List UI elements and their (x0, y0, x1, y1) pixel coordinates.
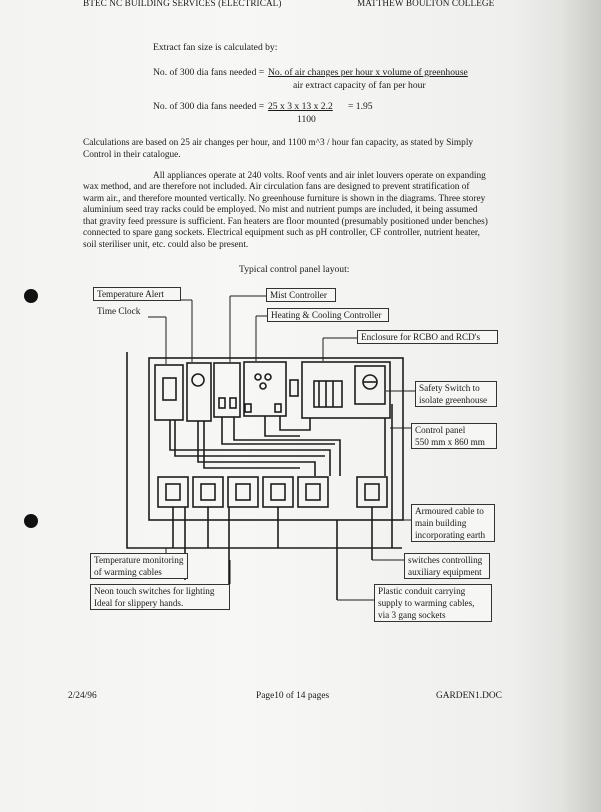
safety-switch (355, 366, 385, 404)
time-clock-device (155, 365, 183, 420)
diagram-caption: Typical control panel layout: (239, 264, 350, 275)
label-plastic-conduit: Plastic conduit carrying supply to warming cables, via 3 gang sockets (374, 584, 492, 622)
label-control-panel: Control panel 550 mm x 860 mm (411, 423, 497, 449)
footer-page-number: Page10 of 14 pages (256, 691, 330, 701)
paragraph-line: wax method, and are therefore not included. Air circulation fans are designed to prevent stratification of (83, 182, 470, 192)
label-enclosure: Enclosure for RCBO and RCD's (357, 330, 498, 344)
calc-intro: Extract fan size is calculated by: (153, 42, 278, 53)
calc-line2-result: = 1.95 (348, 101, 373, 112)
rcbo-enclosure (302, 362, 390, 418)
label-mist-controller: Mist Controller (266, 288, 336, 302)
label-armoured-cable: Armoured cable to main building incorporating earth (411, 504, 495, 542)
calc-line2-numerator: 25 x 3 x 13 x 2.2 (268, 101, 333, 112)
paragraph-line: aluminium seed tray racks could be employed. No mist and nutrient pumps are included, it being assumed (83, 205, 478, 215)
label-switches-auxiliary: switches controlling auxiliary equipment (404, 553, 490, 579)
calc-line1-numerator: No. of air changes per hour x volume of greenhouse (268, 67, 468, 78)
label-time-clock: Time Clock (97, 306, 141, 316)
paragraph-calculation-basis: Calculations are based on 25 air changes per hour, and 1100 m^3 / hour fan capacity, as stated by Simply Control in their catalogue. (83, 138, 474, 160)
label-safety-switch: Safety Switch to isolate greenhouse (415, 381, 497, 407)
calc-line2-denominator: 1100 (297, 114, 316, 125)
paragraph-line: All appliances operate at 240 volts. Roof vents and air inlet louvers operate on expanding (153, 171, 486, 181)
label-neon-touch-switches: Neon touch switches for lighting Ideal for slippery hands. (90, 584, 230, 610)
label-temperature-monitoring: Temperature monitoring of warming cables (90, 553, 188, 579)
header-right: MATTHEW BOULTON COLLEGE (357, 0, 495, 8)
footer-date: 2/24/96 (68, 691, 97, 701)
header-left: BTEC NC BUILDING SERVICES (ELECTRICAL) (83, 0, 282, 8)
label-heating-cooling-controller: Heating & Cooling Controller (267, 308, 389, 322)
calc-line2-lhs: No. of 300 dia fans needed = (153, 101, 265, 112)
paragraph-line: that gravity feed pressure is sufficient. Fan heaters are floor mounted (presumably positioned under benches) (83, 217, 488, 227)
temp-alert-device (187, 363, 211, 421)
label-temperature-alert: Temperature Alert (93, 287, 181, 301)
paragraph-line: connected to spare gang sockets. Electrical equipment such as pH controller, CF controller, nutrient heater, (83, 228, 480, 238)
mist-device (214, 363, 240, 417)
paragraph-line: warm air., and therefore mounted vertically. No greenhouse furniture is shown in the diagrams. Three storey (83, 194, 486, 204)
paragraph-line: soil steriliser unit, etc. could also be present. (83, 240, 249, 250)
calc-line1-denominator: air extract capacity of fan per hour (293, 80, 426, 91)
footer-filename: GARDEN1.DOC (436, 691, 502, 701)
calc-line1-lhs: No. of 300 dia fans needed = (153, 67, 265, 78)
